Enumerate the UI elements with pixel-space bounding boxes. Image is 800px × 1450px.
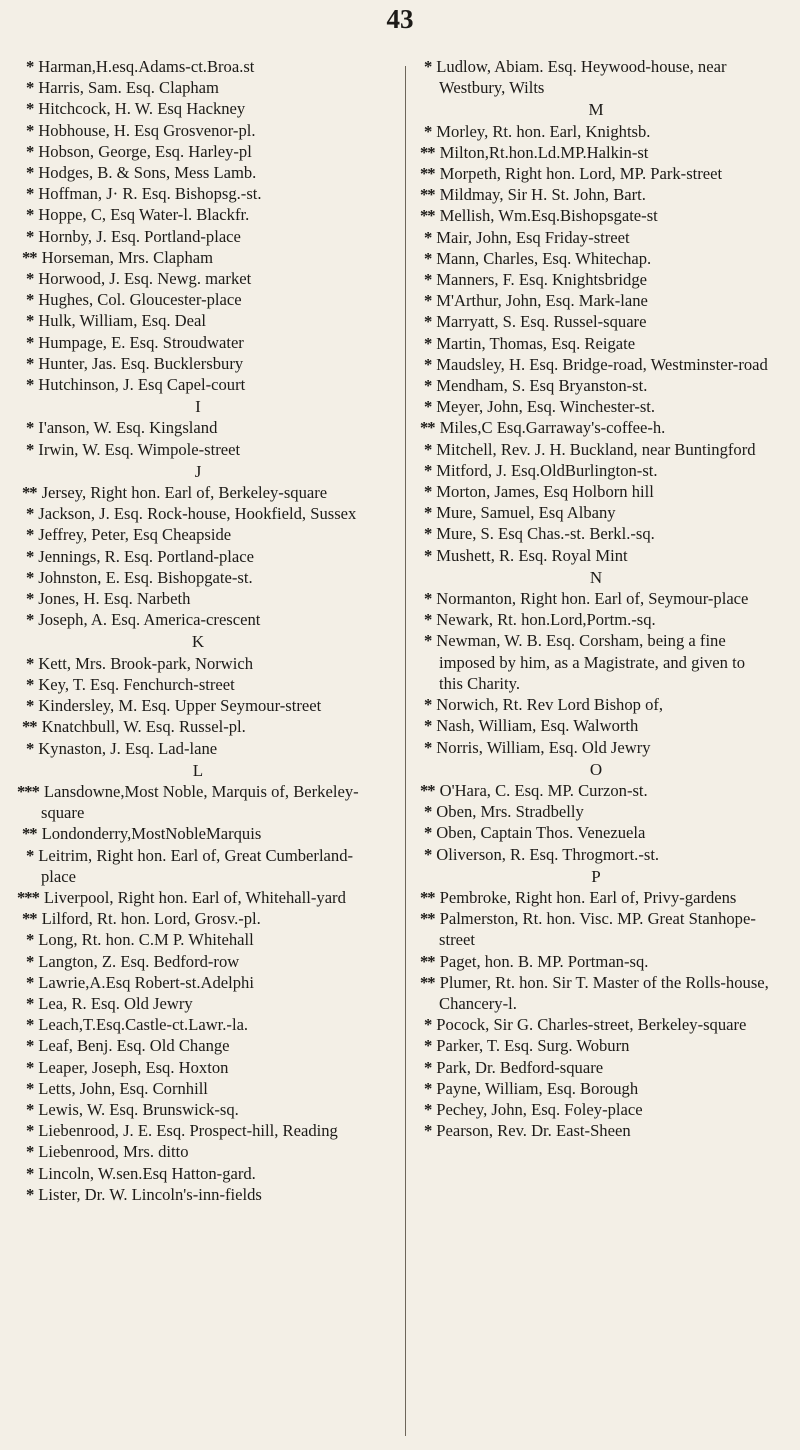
subscriber-entry xyxy=(424,1057,769,1078)
subscriber-entry xyxy=(424,630,769,694)
asterisk-mark: * xyxy=(424,737,432,757)
entry-text: Martin, Thomas, Esq. Reigate xyxy=(436,333,636,353)
entry-text: Parker, T. Esq. Surg. Woburn xyxy=(436,1036,630,1056)
asterisk-mark: * xyxy=(26,1057,34,1077)
asterisk-mark: * xyxy=(26,546,34,566)
asterisk-mark: * xyxy=(26,738,34,758)
asterisk-mark: ** xyxy=(420,185,435,205)
left-column xyxy=(17,56,371,1205)
section-letter: K xyxy=(191,632,206,652)
asterisk-mark: * xyxy=(424,248,432,268)
subscriber-entry xyxy=(424,227,769,248)
asterisk-mark: * xyxy=(26,696,34,716)
subscriber-entry xyxy=(26,1184,371,1205)
entry-text: Jersey, Right hon. Earl of, Berkeley-square xyxy=(41,483,328,503)
subscriber-entry xyxy=(424,121,769,142)
entry-text: Plumer, Rt. hon. Sir T. Master of the Rolls-house, Chancery-l. xyxy=(439,972,769,1013)
entry-text: Oben, Captain Thos. Venezuela xyxy=(436,823,646,843)
subscriber-entry xyxy=(26,674,371,695)
asterisk-mark: * xyxy=(26,311,34,331)
subscriber-entry xyxy=(420,951,769,972)
subscriber-entry xyxy=(26,289,371,310)
subscriber-entry xyxy=(22,823,371,844)
asterisk-mark: * xyxy=(26,1184,34,1204)
subscriber-entry xyxy=(420,908,769,950)
entry-text: Mendham, S. Esq Bryanston-st. xyxy=(436,376,648,396)
subscriber-entry xyxy=(26,653,371,674)
subscriber-entry xyxy=(26,226,371,247)
subscriber-entry xyxy=(26,1099,371,1120)
entry-text: Horwood, J. Esq. Newg. market xyxy=(38,269,252,289)
asterisk-mark: * xyxy=(26,1163,34,1183)
subscriber-entry xyxy=(424,801,769,822)
entry-text: Leach,T.Esq.Castle-ct.Lawr.-la. xyxy=(38,1015,249,1035)
asterisk-mark: * xyxy=(26,184,34,204)
entry-text: Mellish, Wm.Esq.Bishopsgate-st xyxy=(439,206,658,226)
asterisk-mark: * xyxy=(26,567,34,587)
asterisk-mark: ** xyxy=(420,909,435,929)
asterisk-mark: * xyxy=(424,823,432,843)
entry-text: Normanton, Right hon. Earl of, Seymour-place xyxy=(436,589,749,609)
subscriber-entry xyxy=(26,56,371,77)
entry-text: Pembroke, Right hon. Earl of, Privy-gardens xyxy=(439,887,737,907)
entry-text: Mure, Samuel, Esq Albany xyxy=(436,503,616,523)
subscriber-entry xyxy=(26,439,371,460)
subscriber-entry xyxy=(26,332,371,353)
entry-text: Pechey, John, Esq. Foley-place xyxy=(436,1099,643,1119)
entry-text: Liebenrood, Mrs. ditto xyxy=(38,1142,189,1162)
entry-text: Norwich, Rt. Rev Lord Bishop of, xyxy=(436,695,664,715)
asterisk-mark: * xyxy=(26,163,34,183)
subscriber-entry xyxy=(26,695,371,716)
subscriber-entry xyxy=(424,588,769,609)
entry-text: Manners, F. Esq. Knightsbridge xyxy=(436,270,647,290)
asterisk-mark: * xyxy=(424,844,432,864)
subscriber-entry xyxy=(420,142,769,163)
entry-text: Pocock, Sir G. Charles-street, Berkeley-square xyxy=(436,1015,747,1035)
asterisk-mark: * xyxy=(424,1015,432,1035)
entry-text: Jones, H. Esq. Narbeth xyxy=(38,589,191,609)
subscriber-entry xyxy=(424,502,769,523)
subscriber-entry xyxy=(26,738,371,759)
entry-text: Lea, R. Esq. Old Jewry xyxy=(38,993,193,1013)
asterisk-mark: ** xyxy=(420,418,435,438)
asterisk-mark: * xyxy=(424,503,432,523)
subscriber-entry xyxy=(26,1014,371,1035)
subscriber-entry xyxy=(420,972,769,1014)
asterisk-mark: * xyxy=(26,269,34,289)
entry-text: Morton, James, Esq Holborn hill xyxy=(436,482,654,502)
asterisk-mark: * xyxy=(424,333,432,353)
entry-text: Hughes, Col. Gloucester-place xyxy=(38,290,242,310)
entry-text: Londonderry,MostNobleMarquis xyxy=(41,824,262,844)
section-letter: L xyxy=(192,760,205,780)
subscriber-entry xyxy=(26,546,371,567)
subscriber-entry xyxy=(26,1163,371,1184)
entry-text: Marryatt, S. Esq. Russel-square xyxy=(436,312,647,332)
asterisk-mark: * xyxy=(424,802,432,822)
entry-text: M'Arthur, John, Esq. Mark-lane xyxy=(436,291,648,311)
asterisk-mark: * xyxy=(26,674,34,694)
subscriber-entry xyxy=(26,183,371,204)
asterisk-mark: * xyxy=(424,291,432,311)
entry-text: Milton,Rt.hon.Ld.MP.Halkin-st xyxy=(439,142,649,162)
asterisk-mark: * xyxy=(26,375,34,395)
section-letter: O xyxy=(589,759,604,779)
asterisk-mark: * xyxy=(26,1099,34,1119)
asterisk-mark: * xyxy=(26,972,34,992)
subscriber-entry xyxy=(26,1120,371,1141)
asterisk-mark: ** xyxy=(420,142,435,162)
entry-text: I'anson, W. Esq. Kingsland xyxy=(38,418,218,438)
subscriber-entry xyxy=(424,822,769,843)
asterisk-mark: * xyxy=(424,397,432,417)
subscriber-entry xyxy=(26,588,371,609)
asterisk-mark: * xyxy=(26,332,34,352)
entry-text: Langton, Z. Esq. Bedford-row xyxy=(38,951,240,971)
subscriber-entry xyxy=(424,545,769,566)
asterisk-mark: * xyxy=(424,631,432,651)
asterisk-mark: *** xyxy=(17,781,39,801)
subscriber-entry xyxy=(420,184,769,205)
subscriber-entry xyxy=(26,972,371,993)
asterisk-mark: * xyxy=(424,1099,432,1119)
asterisk-mark: ** xyxy=(420,887,435,907)
section-letter: I xyxy=(195,397,202,417)
asterisk-mark: ** xyxy=(22,909,37,929)
subscriber-entry xyxy=(420,417,769,438)
asterisk-mark: * xyxy=(26,120,34,140)
subscriber-entry xyxy=(26,310,371,331)
asterisk-mark: * xyxy=(424,460,432,480)
section-letter: M xyxy=(588,100,605,120)
subscriber-entry xyxy=(26,524,371,545)
entry-text: Hobhouse, H. Esq Grosvenor-pl. xyxy=(38,120,256,140)
subscriber-entry xyxy=(26,1141,371,1162)
asterisk-mark: * xyxy=(26,1036,34,1056)
asterisk-mark: * xyxy=(26,99,34,119)
asterisk-mark: * xyxy=(26,589,34,609)
entry-text: Hulk, William, Esq. Deal xyxy=(38,311,207,331)
subscriber-entry xyxy=(424,844,769,865)
subscriber-entry xyxy=(424,715,769,736)
asterisk-mark: * xyxy=(26,930,34,950)
entry-text: Knatchbull, W. Esq. Russel-pl. xyxy=(41,717,246,737)
entry-text: Irwin, W. Esq. Wimpole-street xyxy=(38,439,241,459)
page-number: 43 xyxy=(386,4,414,34)
subscriber-entry xyxy=(424,523,769,544)
entry-text: Long, Rt. hon. C.M P. Whitehall xyxy=(38,930,254,950)
entry-text: Ludlow, Abiam. Esq. Heywood-house, near Westbury, Wilts xyxy=(436,57,727,98)
asterisk-mark: * xyxy=(26,141,34,161)
asterisk-mark: * xyxy=(26,610,34,630)
section-letter: P xyxy=(591,866,602,886)
entry-text: Norris, William, Esq. Old Jewry xyxy=(436,737,651,757)
subscriber-entry xyxy=(424,354,769,375)
entry-text: Joseph, A. Esq. America-crescent xyxy=(38,610,261,630)
asterisk-mark: * xyxy=(26,439,34,459)
entry-text: Mann, Charles, Esq. Whitechap. xyxy=(436,248,652,268)
asterisk-mark: * xyxy=(424,270,432,290)
entry-text: Paget, hon. B. MP. Portman-sq. xyxy=(439,951,649,971)
subscriber-entry xyxy=(424,1014,769,1035)
asterisk-mark: ** xyxy=(420,780,435,800)
asterisk-mark: * xyxy=(26,1078,34,1098)
entry-text: Lincoln, W.sen.Esq Hatton-gard. xyxy=(38,1163,256,1183)
subscriber-entry xyxy=(26,503,371,524)
subscriber-entry xyxy=(424,333,769,354)
asterisk-mark: * xyxy=(26,226,34,246)
asterisk-mark: * xyxy=(424,354,432,374)
asterisk-mark: ** xyxy=(22,483,37,503)
asterisk-mark: * xyxy=(26,353,34,373)
entry-text: Mure, S. Esq Chas.-st. Berkl.-sq. xyxy=(436,524,655,544)
subscriber-entry xyxy=(424,290,769,311)
asterisk-mark: * xyxy=(424,1036,432,1056)
entry-text: Newman, W. B. Esq. Corsham, being a fine imposed by him, as a Magistrate, and given to this Charity. xyxy=(436,631,746,693)
subscriber-entry xyxy=(26,951,371,972)
entry-text: Nash, William, Esq. Walworth xyxy=(436,716,639,736)
entry-text: Hobson, George, Esq. Harley-pl xyxy=(38,141,252,161)
subscriber-entry xyxy=(26,845,371,887)
asterisk-mark: * xyxy=(424,589,432,609)
entry-text: Hornby, J. Esq. Portland-place xyxy=(38,226,241,246)
entry-text: Hodges, B. & Sons, Mess Lamb. xyxy=(38,163,257,183)
entry-text: Kynaston, J. Esq. Lad-lane xyxy=(38,738,218,758)
asterisk-mark: ** xyxy=(420,972,435,992)
asterisk-mark: * xyxy=(424,376,432,396)
entry-text: Liverpool, Right hon. Earl of, Whitehall-yard xyxy=(43,887,346,907)
asterisk-mark: * xyxy=(26,78,34,98)
entry-text: Kindersley, M. Esq. Upper Seymour-street xyxy=(38,696,322,716)
asterisk-mark: * xyxy=(424,121,432,141)
subscriber-entry xyxy=(424,56,769,98)
asterisk-mark: * xyxy=(26,845,34,865)
subscriber-entry xyxy=(424,1120,769,1141)
asterisk-mark: ** xyxy=(420,164,435,184)
entry-text: Jeffrey, Peter, Esq Cheapside xyxy=(38,525,232,545)
subscriber-entry xyxy=(26,162,371,183)
entry-text: Harman,H.esq.Adams-ct.Broa.st xyxy=(38,57,255,76)
subscriber-entry xyxy=(424,311,769,332)
entry-text: Morley, Rt. hon. Earl, Knightsb. xyxy=(436,121,651,141)
entry-text: Humpage, E. Esq. Stroudwater xyxy=(38,332,244,352)
asterisk-mark: * xyxy=(424,695,432,715)
subscriber-entry xyxy=(22,716,371,737)
subscriber-entry xyxy=(424,694,769,715)
entry-text: Key, T. Esq. Fenchurch-street xyxy=(38,674,235,694)
subscriber-entry xyxy=(26,353,371,374)
entry-text: Jennings, R. Esq. Portland-place xyxy=(38,546,254,566)
subscriber-entry xyxy=(26,609,371,630)
subscriber-entry xyxy=(26,1078,371,1099)
asterisk-mark: * xyxy=(26,418,34,438)
entry-text: Letts, John, Esq. Cornhill xyxy=(38,1078,208,1098)
asterisk-mark: * xyxy=(26,1121,34,1141)
entry-text: Hunter, Jas. Esq. Bucklersbury xyxy=(38,353,244,373)
asterisk-mark: * xyxy=(26,653,34,673)
subscriber-entry xyxy=(424,481,769,502)
subscriber-entry xyxy=(420,163,769,184)
entry-text: Kett, Mrs. Brook-park, Norwich xyxy=(38,653,254,673)
entry-text: Horseman, Mrs. Clapham xyxy=(41,247,214,267)
subscriber-entry xyxy=(26,120,371,141)
subscriber-entry xyxy=(424,1078,769,1099)
entry-text: Lewis, W. Esq. Brunswick-sq. xyxy=(38,1099,239,1119)
entry-text: Mitchell, Rev. J. H. Buckland, near Buntingford xyxy=(436,439,756,459)
subscriber-entry xyxy=(424,269,769,290)
subscriber-entry xyxy=(26,929,371,950)
asterisk-mark: * xyxy=(424,312,432,332)
asterisk-mark: * xyxy=(424,610,432,630)
subscriber-entry xyxy=(424,609,769,630)
entry-text: Hutchinson, J. Esq Capel-court xyxy=(38,375,246,395)
asterisk-mark: * xyxy=(424,57,432,76)
entry-text: Johnston, E. Esq. Bishopgate-st. xyxy=(38,567,253,587)
right-column xyxy=(420,56,769,1141)
entry-text: Hitchcock, H. W. Esq Hackney xyxy=(38,99,246,119)
entry-text: Maudsley, H. Esq. Bridge-road, Westminster-road xyxy=(436,354,768,374)
entry-text: Morpeth, Right hon. Lord, MP. Park-street xyxy=(439,164,723,184)
subscriber-entry xyxy=(424,248,769,269)
entry-text: Lawrie,A.Esq Robert-st.Adelphi xyxy=(38,972,254,992)
subscriber-entry xyxy=(26,77,371,98)
subscriber-entry xyxy=(17,781,371,823)
entry-text: Hoppe, C, Esq Water-l. Blackfr. xyxy=(38,205,250,225)
entry-text: Lister, Dr. W. Lincoln's-inn-fields xyxy=(38,1184,262,1204)
subscriber-entry xyxy=(26,204,371,225)
asterisk-mark: * xyxy=(26,57,34,76)
entry-text: Lansdowne,Most Noble, Marquis of, Berkeley-square xyxy=(41,781,359,823)
entry-text: Jackson, J. Esq. Rock-house, Hookfield, Sussex xyxy=(38,504,357,524)
asterisk-mark: * xyxy=(26,504,34,524)
subscriber-entry xyxy=(26,993,371,1014)
subscriber-entry xyxy=(26,98,371,119)
entry-text: Liebenrood, J. E. Esq. Prospect-hill, Reading xyxy=(38,1121,338,1141)
entry-text: Leaf, Benj. Esq. Old Change xyxy=(38,1036,230,1056)
asterisk-mark: *** xyxy=(17,887,39,907)
entry-text: Mushett, R. Esq. Royal Mint xyxy=(436,545,628,565)
subscriber-entry xyxy=(424,396,769,417)
entry-text: Oben, Mrs. Stradbelly xyxy=(436,802,584,822)
entry-text: O'Hara, C. Esq. MP. Curzon-st. xyxy=(439,780,648,800)
subscriber-entry xyxy=(424,460,769,481)
asterisk-mark: * xyxy=(26,951,34,971)
subscriber-entry xyxy=(26,1057,371,1078)
column-divider xyxy=(405,66,406,1436)
subscriber-entry xyxy=(26,1035,371,1056)
entry-text: Leitrim, Right hon. Earl of, Great Cumberland-place xyxy=(38,845,354,886)
entry-text: Harris, Sam. Esq. Clapham xyxy=(38,78,219,98)
asterisk-mark: * xyxy=(424,524,432,544)
entry-text: Palmerston, Rt. hon. Visc. MP. Great Stanhope-street xyxy=(439,909,756,950)
asterisk-mark: * xyxy=(26,525,34,545)
asterisk-mark: * xyxy=(26,1142,34,1162)
subscriber-entry xyxy=(26,141,371,162)
subscriber-entry xyxy=(420,205,769,226)
entry-text: Meyer, John, Esq. Winchester-st. xyxy=(436,397,656,417)
subscriber-entry xyxy=(424,1035,769,1056)
entry-text: Oliverson, R. Esq. Throgmort.-st. xyxy=(436,844,660,864)
entry-text: Pearson, Rev. Dr. East-Sheen xyxy=(436,1121,631,1141)
entry-text: Park, Dr. Bedford-square xyxy=(436,1057,604,1077)
asterisk-mark: ** xyxy=(420,951,435,971)
asterisk-mark: * xyxy=(424,227,432,247)
subscriber-entry xyxy=(17,887,371,908)
asterisk-mark: * xyxy=(424,716,432,736)
asterisk-mark: * xyxy=(26,290,34,310)
subscriber-entry xyxy=(22,908,371,929)
asterisk-mark: ** xyxy=(22,247,37,267)
asterisk-mark: * xyxy=(424,1078,432,1098)
entry-text: Payne, William, Esq. Borough xyxy=(436,1078,639,1098)
asterisk-mark: * xyxy=(424,1057,432,1077)
entry-text: Mitford, J. Esq.OldBurlington-st. xyxy=(436,460,658,480)
entry-text: Lilford, Rt. hon. Lord, Grosv.-pl. xyxy=(41,909,261,929)
subscriber-entry xyxy=(424,1099,769,1120)
subscriber-entry xyxy=(22,247,371,268)
subscriber-entry xyxy=(424,439,769,460)
asterisk-mark: * xyxy=(424,545,432,565)
entry-text: Miles,C Esq.Garraway's-coffee-h. xyxy=(439,418,666,438)
entry-text: Leaper, Joseph, Esq. Hoxton xyxy=(38,1057,229,1077)
subscriber-entry xyxy=(424,375,769,396)
asterisk-mark: * xyxy=(26,1015,34,1035)
asterisk-mark: ** xyxy=(22,824,37,844)
asterisk-mark: ** xyxy=(420,206,435,226)
asterisk-mark: ** xyxy=(22,717,37,737)
subscriber-entry xyxy=(26,567,371,588)
asterisk-mark: * xyxy=(26,205,34,225)
entry-text: Newark, Rt. hon.Lord,Portm.-sq. xyxy=(436,610,656,630)
entry-text: Mildmay, Sir H. St. John, Bart. xyxy=(439,185,646,205)
subscriber-entry xyxy=(26,374,371,395)
section-letter: N xyxy=(589,567,604,587)
subscriber-entry xyxy=(26,417,371,438)
entry-text: Mair, John, Esq Friday-street xyxy=(436,227,630,247)
subscriber-entry xyxy=(424,737,769,758)
entry-text: Hoffman, J· R. Esq. Bishopsg.-st. xyxy=(38,184,262,204)
asterisk-mark: * xyxy=(424,439,432,459)
section-letter: J xyxy=(194,461,203,481)
subscriber-entry xyxy=(420,780,769,801)
asterisk-mark: * xyxy=(424,1121,432,1141)
asterisk-mark: * xyxy=(424,482,432,502)
asterisk-mark: * xyxy=(26,993,34,1013)
subscriber-entry xyxy=(420,887,769,908)
subscriber-entry xyxy=(22,482,371,503)
subscriber-entry xyxy=(26,268,371,289)
